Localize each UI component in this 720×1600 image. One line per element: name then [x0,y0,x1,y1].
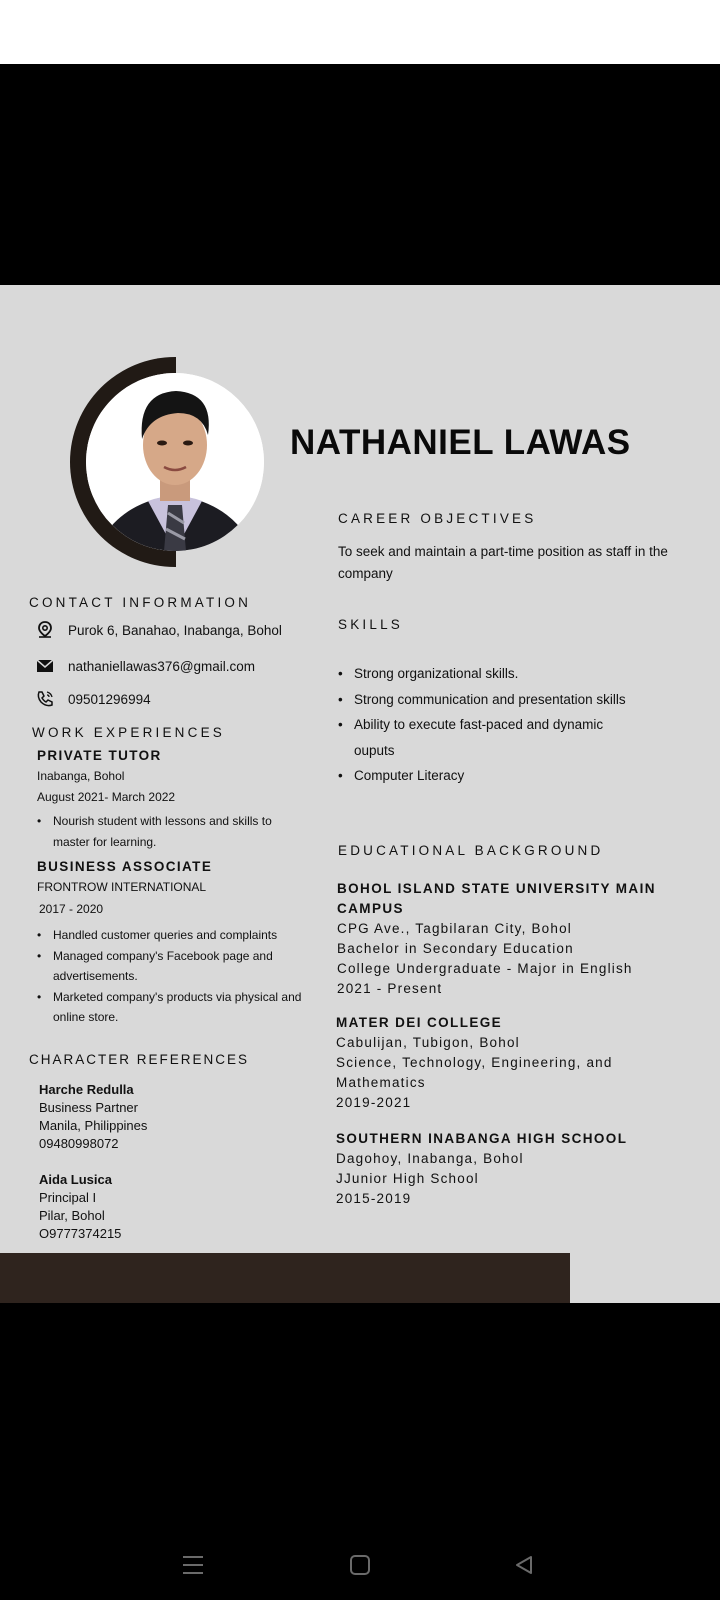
career-objectives-heading: CAREER OBJECTIVES [338,511,537,526]
reference-location: Manila, Philippines [39,1118,148,1133]
job-bullet: • Marketed company's products via physical and online store. [37,987,312,1028]
contact-email-row [36,657,255,675]
job-bullet: • Nourish student with lessons and skills to master for learning. [37,811,307,853]
back-triangle-icon[interactable] [509,1550,539,1580]
reference-location: Pilar, Bohol [39,1208,105,1223]
skill-item: • Computer Literacy [338,763,638,789]
school-line: Science, Technology, Engineering, and [336,1055,613,1070]
job-bullet: • Managed company's Facebook page and advertisements. [37,946,312,987]
footer-accent-bar [0,1253,570,1303]
contact-heading: CONTACT INFORMATION [29,595,252,610]
references-heading: CHARACTER REFERENCES [29,1052,250,1067]
location-pin-icon [36,621,54,639]
candidate-name: NATHANIEL LAWAS [290,423,631,462]
school-line: CPG Ave., Tagbilaran City, Bohol [337,921,573,936]
skill-item: • Ability to execute fast-paced and dynamic ouputs [338,712,638,763]
resume-document [0,285,720,1303]
skill-item: • Strong organizational skills. [338,661,638,687]
reference-role: Principal I [39,1190,97,1205]
school-line: Dagohoy, Inabanga, Bohol [336,1151,524,1166]
job-bullets [37,925,312,1028]
reference-role: Business Partner [39,1100,138,1115]
job-dates: 2017 - 2020 [39,902,104,916]
job-bullet: • Handled customer queries and complaints [37,925,312,946]
school-name: BOHOL ISLAND STATE UNIVERSITY MAIN CAMPUS [337,881,656,916]
school-line: Cabulijan, Tubigon, Bohol [336,1035,520,1050]
school-line: 2021 - Present [337,981,443,996]
job-title: BUSINESS ASSOCIATE [37,859,213,874]
school-line: College Undergraduate - Major in English [337,961,633,976]
contact-phone-row [36,690,151,708]
reference-name: Aida Lusica [39,1172,112,1187]
career-objectives-text: To seek and maintain a part-time position as staff in the company [338,544,668,581]
job-title: PRIVATE TUTOR [37,748,162,763]
work-heading: WORK EXPERIENCES [32,725,225,740]
school-name: MATER DEI COLLEGE [336,1015,503,1030]
profile-photo-illustration [86,373,264,551]
skills-heading: SKILLS [338,617,403,632]
system-nav-bar [0,1540,720,1588]
job-bullets [37,811,307,853]
phone-icon [36,690,54,708]
reference-name: Harche Redulla [39,1082,134,1097]
school-line: Bachelor in Secondary Education [337,941,574,956]
status-bar [0,0,720,64]
menu-icon[interactable] [178,1550,208,1580]
job-place: FRONTROW INTERNATIONAL [37,880,207,894]
home-square-icon[interactable] [345,1550,375,1580]
skill-item: • Strong communication and presentation skills [338,687,638,713]
school-line: JJunior High School [336,1171,479,1186]
school-name: SOUTHERN INABANGA HIGH SCHOOL [336,1131,628,1146]
reference-phone: 09480998072 [39,1136,119,1151]
top-letterbox [0,64,720,285]
reference-phone: O9777374215 [39,1226,122,1241]
school-line: 2019-2021 [336,1095,412,1110]
job-dates: August 2021- March 2022 [37,790,176,804]
job-place: Inabanga, Bohol [37,769,125,783]
education-heading: EDUCATIONAL BACKGROUND [338,843,604,858]
school-line: Mathematics [336,1075,426,1090]
profile-photo [86,373,264,551]
envelope-icon [36,657,54,675]
contact-email: nathaniellawas376@gmail.com [68,658,256,674]
skills-list [338,661,638,789]
contact-address: Purok 6, Banahao, Inabanga, Bohol [68,622,282,638]
school-line: 2015-2019 [336,1191,412,1206]
contact-address-row [36,621,282,639]
contact-phone: 09501296994 [68,691,151,707]
